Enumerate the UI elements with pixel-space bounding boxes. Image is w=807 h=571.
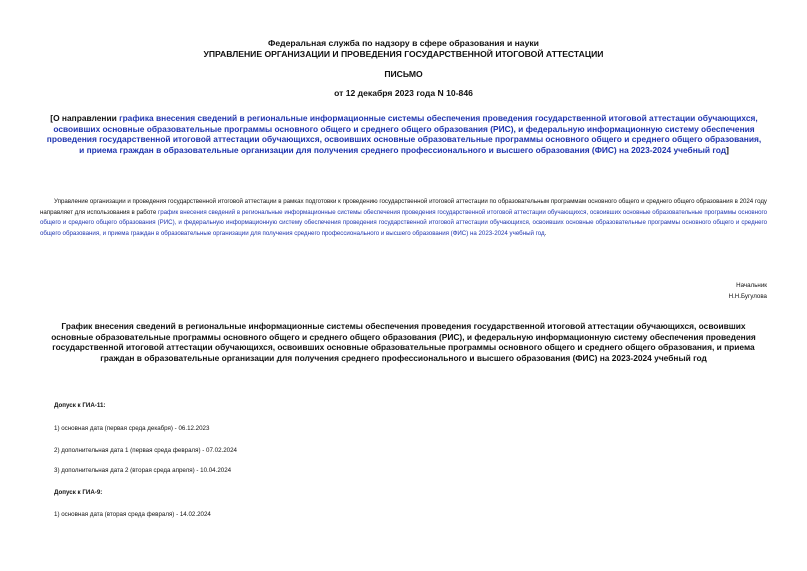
signature-block xyxy=(729,280,767,302)
body-link[interactable]: график внесения сведений в региональные информационные системы обеспечения проведения государственной итоговой аттестации обучающихся, освоивших основные образовательные программы основного общего и среднего общего образования (РИС), и федеральную информационную систему обеспечения проведения государственной итоговой аттестации обучающихся, освоивших основные образовательные программы основного общего и среднего общего образования, и приема граждан в образовательные организации для получения среднего профессионального и высшего образования (ФИС) на 2023-2024 учебный год xyxy=(40,208,768,237)
body-paragraph xyxy=(40,197,767,239)
subject-prefix: [О направлении xyxy=(50,113,120,123)
subject-link[interactable]: графика внесения сведений в региональные информационные системы обеспечения проведения государственной итоговой аттестации обучающихся, освоивших основные образовательные программы основного общего и среднего общего образования (РИС), и федеральную информационную систему обеспечения проведения государственной итоговой аттестации обучающихся, освоивших основные образовательные программы основного общего и среднего общего образования, и приема граждан в образовательные организации для получения среднего профессионального и высшего образования (ФИС) на 2023-2024 учебный год xyxy=(46,113,762,156)
document-date: от 12 декабря 2023 года N 10-846 xyxy=(334,88,473,98)
document-header xyxy=(40,38,767,60)
document-subject xyxy=(46,113,762,156)
list-item: 3) дополнительная дата 2 (вторая среда апреля) - 10.04.2024 xyxy=(54,467,232,474)
document-type: ПИСЬМО xyxy=(384,69,423,79)
department-name: УПРАВЛЕНИЕ ОРГАНИЗАЦИИ И ПРОВЕДЕНИЯ ГОСУДАРСТВЕННОЙ ИТОГОВОЙ АТТЕСТАЦИИ xyxy=(203,49,604,59)
body-intro: Управление организации и проведения государственной итоговой аттестации в рамках подготовки к проведению государственной итоговой аттестации по образовательным программам основного общего и среднего общего образования в 2024 году направляет для использования в работе xyxy=(40,198,767,216)
subject-suffix: ] xyxy=(726,145,729,156)
gia11-heading: Допуск к ГИА-11: xyxy=(54,402,106,409)
list-item: 1) основная дата (первая среда декабря) - 06.12.2023 xyxy=(54,425,210,432)
list-item: 1) основная дата (вторая среда февраля) - 14.02.2024 xyxy=(54,511,211,518)
gia9-heading: Допуск к ГИА-9: xyxy=(54,489,103,496)
agency-name: Федеральная служба по надзору в сфере образования и науки xyxy=(268,38,539,48)
list-item: 2) дополнительная дата 1 (первая среда февраля) - 07.02.2024 xyxy=(54,447,237,454)
signature-name: Н.Н.Бугулова xyxy=(728,293,767,300)
signature-position: Начальник xyxy=(736,282,767,289)
schedule-title: График внесения сведений в региональные информационные системы обеспечения проведения государственной итоговой аттестации обучающихся, освоивших основные образовательные программы основного общего и среднего общего образования (РИС), и федеральную информационную систему обеспечения проведения государственной итоговой аттестации обучающихся, освоивших основные образовательные программы основного общего и среднего общего образования, и приема граждан в образовательные организации для получения среднего профессионального и высшего образования (ФИС) на 2023-2024 учебный год xyxy=(51,321,756,364)
body-end: . xyxy=(544,229,547,237)
